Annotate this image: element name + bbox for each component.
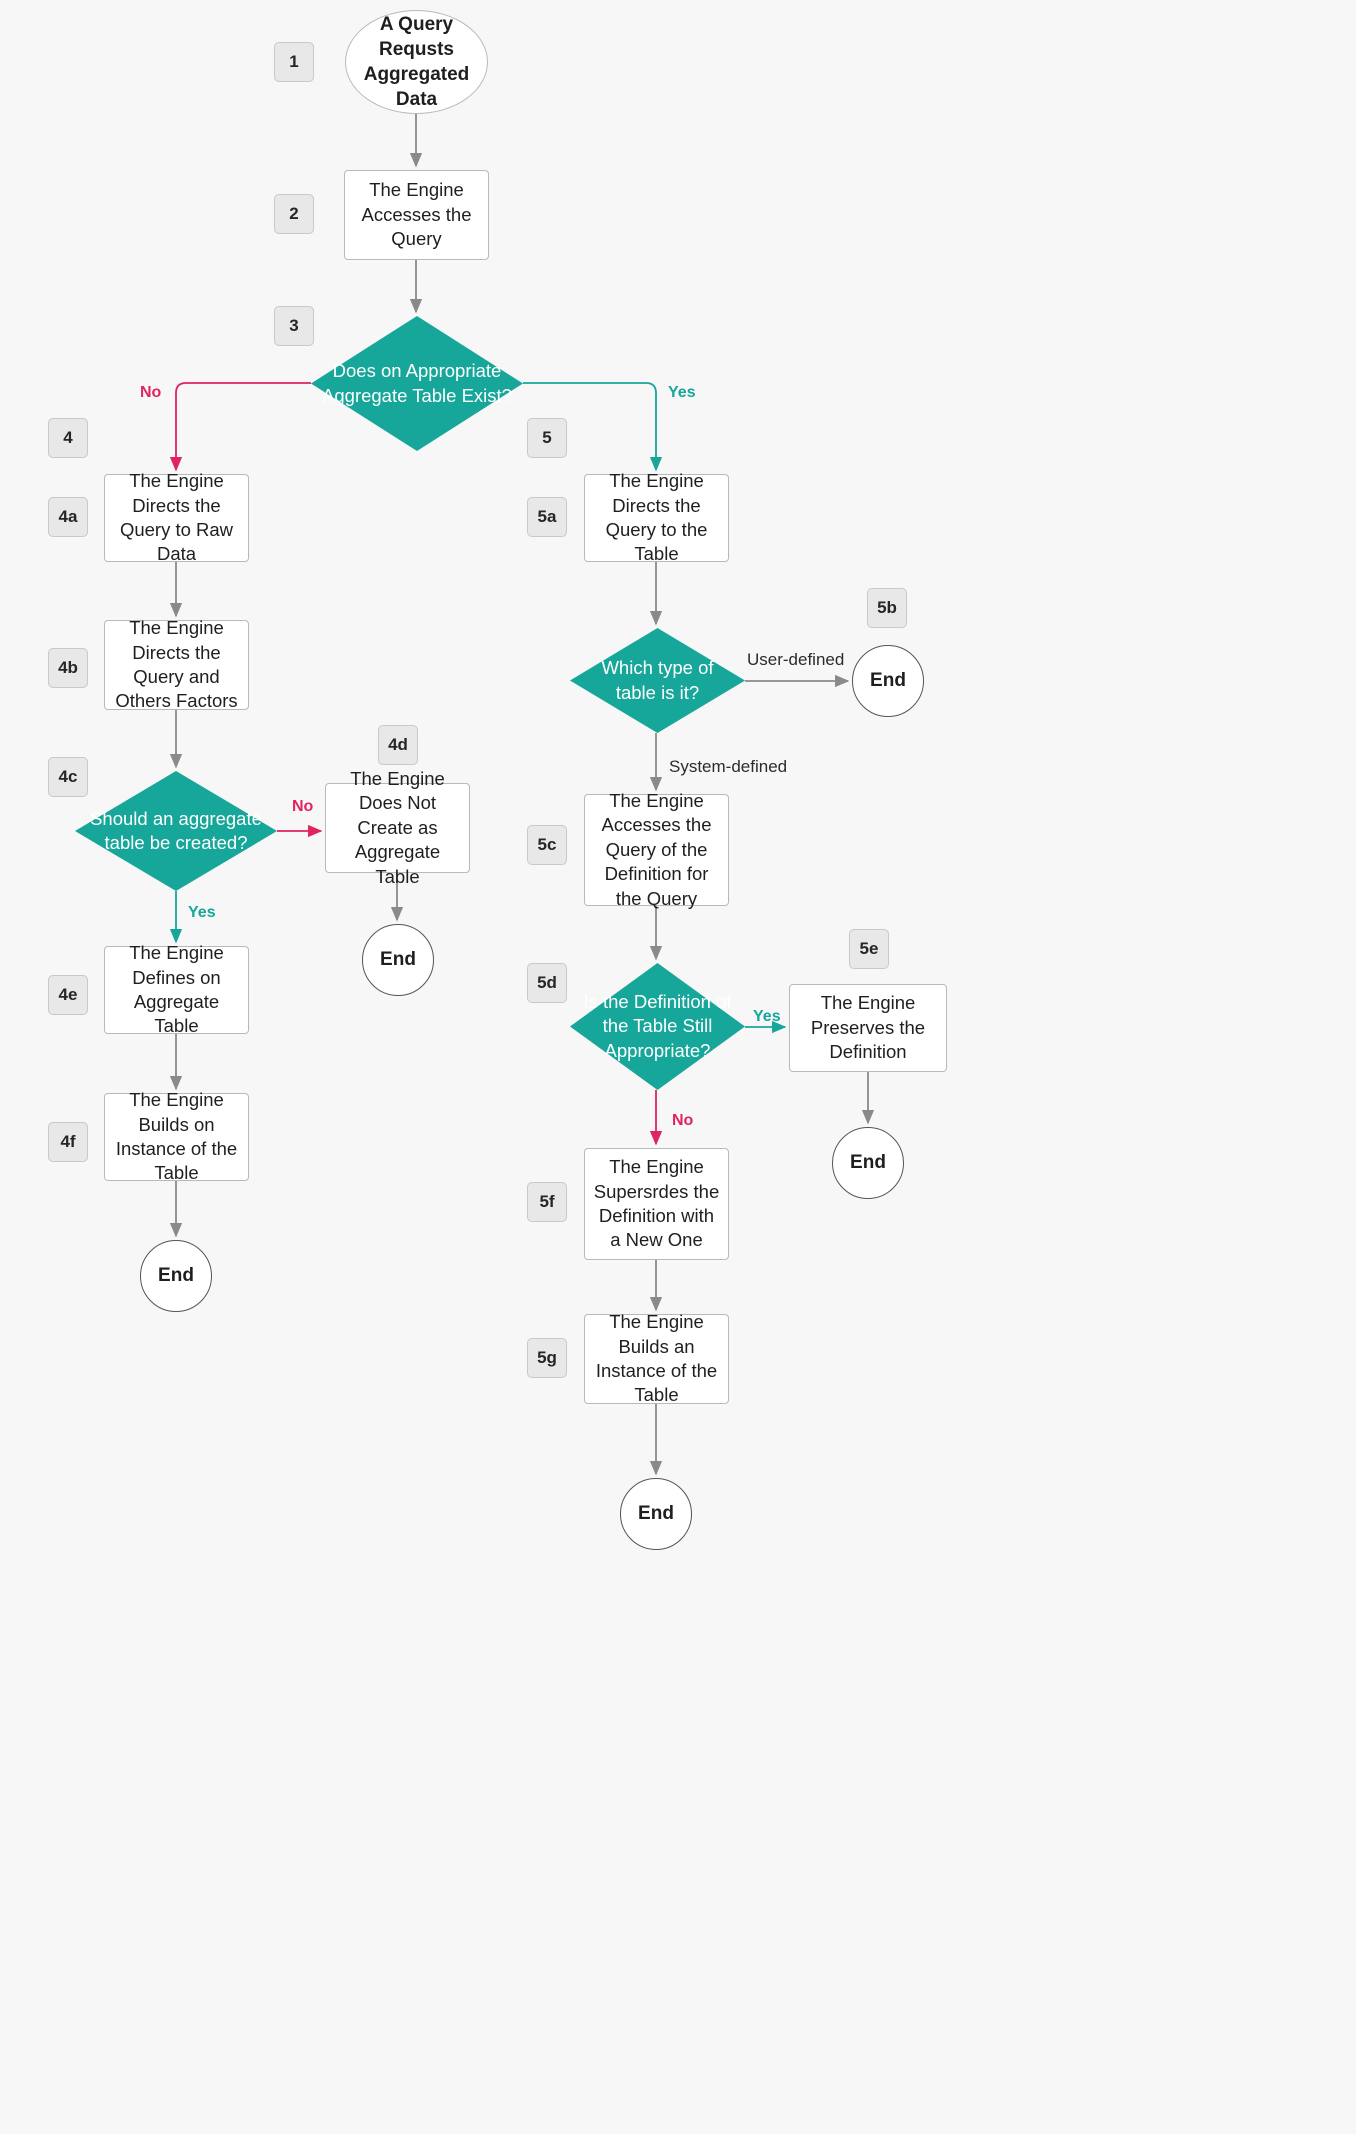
step-tag: 4e [48, 975, 88, 1015]
node-engine-accesses-query[interactable]: The Engine Accesses the Query [344, 170, 489, 260]
step-tag: 5b [867, 588, 907, 628]
step-tag: 4d [378, 725, 418, 765]
node-end-5b[interactable]: End [852, 645, 924, 717]
step-tag: 5d [527, 963, 567, 1003]
node-end-5g[interactable]: End [620, 1478, 692, 1550]
node-builds-instance-of-table-5g[interactable]: The Engine Builds an Instance of the Table [584, 1314, 729, 1404]
node-builds-instance-of-table-4f[interactable]: The Engine Builds on Instance of the Table [104, 1093, 249, 1181]
node-label: Is the Definition of the Table Still Appropriate? [583, 990, 732, 1061]
node-defines-aggregate-table[interactable]: The Engine Defines on Aggregate Table [104, 946, 249, 1034]
node-preserves-definition[interactable]: The Engine Preserves the Definition [789, 984, 947, 1072]
step-tag: 4b [48, 648, 88, 688]
node-supersedes-definition[interactable]: The Engine Supersrdes the Definition with a New One [584, 1148, 729, 1260]
step-tag: 1 [274, 42, 314, 82]
node-label: Does on Appropriate Aggregate Table Exist? [322, 360, 512, 406]
node-end-5e[interactable]: End [832, 1127, 904, 1199]
node-does-not-create-aggregate-table[interactable]: The Engine Does Not Create as Aggregate Table [325, 783, 470, 873]
node-directs-query-to-table[interactable]: The Engine Directs the Query to the Table [584, 474, 729, 562]
node-decision-should-create-aggregate-table[interactable] [75, 771, 277, 891]
node-decision-definition-still-appropriate[interactable] [570, 963, 745, 1090]
edge-label-yes-4c: Yes [188, 904, 216, 921]
step-tag: 5a [527, 497, 567, 537]
step-tag: 5e [849, 929, 889, 969]
node-decision-aggregate-table-exists[interactable] [311, 316, 523, 451]
step-tag: 4c [48, 757, 88, 797]
node-label: Should an aggregate table be created? [90, 807, 262, 853]
step-tag: 4 [48, 418, 88, 458]
step-tag: 5 [527, 418, 567, 458]
step-tag: 4a [48, 497, 88, 537]
step-tag: 2 [274, 194, 314, 234]
step-tag: 5c [527, 825, 567, 865]
edge-label-no-3: No [140, 384, 162, 401]
edge-label-no-4c: No [292, 798, 314, 815]
edge-label-yes-5d: Yes [753, 1008, 781, 1025]
node-directs-query-raw-data[interactable]: The Engine Directs the Query to Raw Data [104, 474, 249, 562]
node-end-4f[interactable]: End [140, 1240, 212, 1312]
step-tag: 5g [527, 1338, 567, 1378]
node-end-4d[interactable]: End [362, 924, 434, 996]
step-tag: 3 [274, 306, 314, 346]
edge-label-user-defined: User-defined [747, 650, 845, 669]
node-label: Which type of table is it? [601, 657, 714, 703]
node-decision-table-type[interactable] [570, 628, 745, 733]
edge-label-system-defined: System-defined [669, 757, 788, 776]
node-accesses-query-definition[interactable]: The Engine Accesses the Query of the Definition for the Query [584, 794, 729, 906]
edge-label-no-5d: No [672, 1112, 694, 1129]
node-start-terminator[interactable]: A Query Requsts Aggregated Data [345, 10, 488, 114]
node-directs-query-other-factors[interactable]: The Engine Directs the Query and Others Factors [104, 620, 249, 710]
step-tag: 4f [48, 1122, 88, 1162]
step-tag: 5f [527, 1182, 567, 1222]
edge-label-yes-3: Yes [668, 384, 696, 401]
